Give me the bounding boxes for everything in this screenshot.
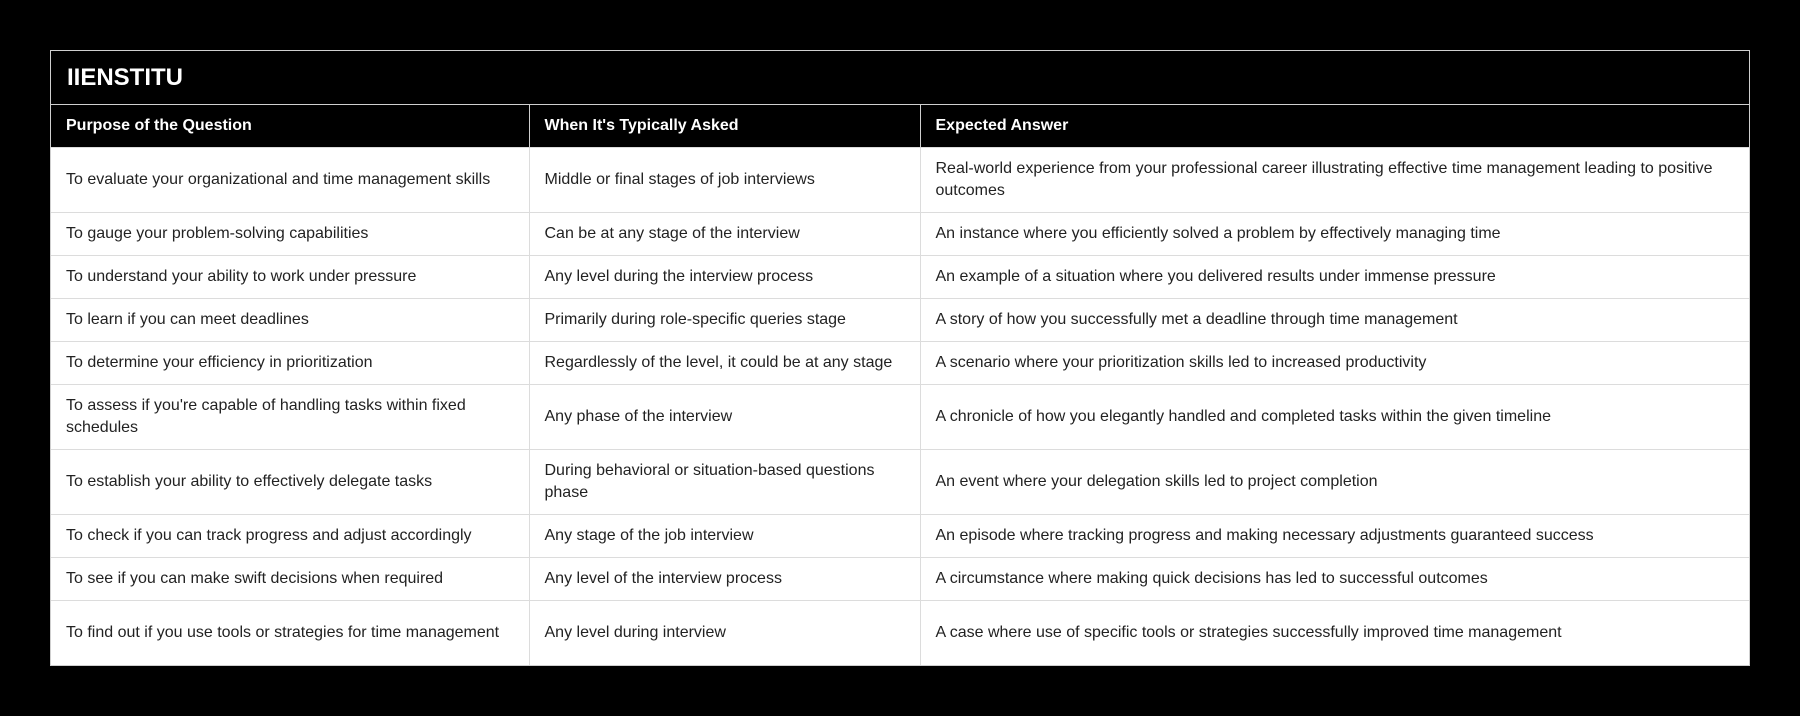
table-title: IIENSTITU xyxy=(51,51,1749,105)
cell-purpose: To see if you can make swift decisions when required xyxy=(51,558,529,601)
cell-expected-answer: Real-world experience from your professional career illustrating effective time management leading to positive outcomes xyxy=(920,148,1749,213)
table-row xyxy=(51,601,1749,666)
table-row xyxy=(51,148,1749,213)
data-table xyxy=(51,105,1749,665)
column-header-expected-answer: Expected Answer xyxy=(920,105,1749,148)
cell-when-asked: During behavioral or situation-based questions phase xyxy=(529,450,920,515)
table-row xyxy=(51,515,1749,558)
cell-when-asked: Can be at any stage of the interview xyxy=(529,213,920,256)
cell-when-asked: Any phase of the interview xyxy=(529,385,920,450)
cell-when-asked: Middle or final stages of job interviews xyxy=(529,148,920,213)
table-row xyxy=(51,450,1749,515)
cell-when-asked: Any level during interview xyxy=(529,601,920,666)
cell-purpose: To establish your ability to effectively delegate tasks xyxy=(51,450,529,515)
header-row xyxy=(51,105,1749,148)
cell-expected-answer: A story of how you successfully met a deadline through time management xyxy=(920,299,1749,342)
table-row xyxy=(51,558,1749,601)
cell-expected-answer: A scenario where your prioritization skills led to increased productivity xyxy=(920,342,1749,385)
cell-purpose: To assess if you're capable of handling tasks within fixed schedules xyxy=(51,385,529,450)
cell-when-asked: Any level of the interview process xyxy=(529,558,920,601)
cell-expected-answer: A case where use of specific tools or strategies successfully improved time management xyxy=(920,601,1749,666)
cell-expected-answer: An episode where tracking progress and making necessary adjustments guaranteed success xyxy=(920,515,1749,558)
table-row xyxy=(51,299,1749,342)
cell-when-asked: Any level during the interview process xyxy=(529,256,920,299)
column-header-purpose: Purpose of the Question xyxy=(51,105,529,148)
cell-when-asked: Primarily during role-specific queries stage xyxy=(529,299,920,342)
column-header-when-asked: When It's Typically Asked xyxy=(529,105,920,148)
data-table-container xyxy=(50,50,1750,666)
table-row xyxy=(51,213,1749,256)
cell-purpose: To gauge your problem-solving capabilities xyxy=(51,213,529,256)
cell-purpose: To determine your efficiency in prioritization xyxy=(51,342,529,385)
cell-when-asked: Any stage of the job interview xyxy=(529,515,920,558)
cell-expected-answer: A chronicle of how you elegantly handled and completed tasks within the given timeline xyxy=(920,385,1749,450)
cell-expected-answer: An example of a situation where you delivered results under immense pressure xyxy=(920,256,1749,299)
cell-expected-answer: An instance where you efficiently solved a problem by effectively managing time xyxy=(920,213,1749,256)
table-row xyxy=(51,256,1749,299)
cell-when-asked: Regardlessly of the level, it could be at any stage xyxy=(529,342,920,385)
cell-expected-answer: A circumstance where making quick decisions has led to successful outcomes xyxy=(920,558,1749,601)
table-row xyxy=(51,342,1749,385)
cell-expected-answer: An event where your delegation skills led to project completion xyxy=(920,450,1749,515)
table-row xyxy=(51,385,1749,450)
cell-purpose: To find out if you use tools or strategies for time management xyxy=(51,601,529,666)
cell-purpose: To understand your ability to work under pressure xyxy=(51,256,529,299)
cell-purpose: To learn if you can meet deadlines xyxy=(51,299,529,342)
cell-purpose: To check if you can track progress and adjust accordingly xyxy=(51,515,529,558)
cell-purpose: To evaluate your organizational and time management skills xyxy=(51,148,529,213)
